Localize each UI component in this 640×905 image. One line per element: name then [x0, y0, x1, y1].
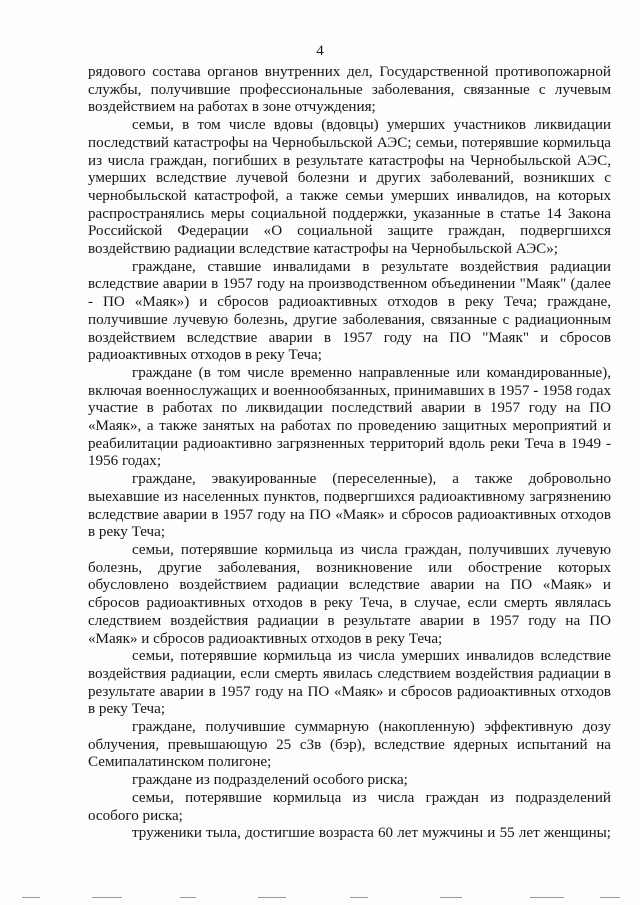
paragraph-mayak-families-illness: семьи, потерявшие кормильца из числа граждан, получивших лучевую болезнь, другие заболевания, возникновение или обострение которых обусловлено воздействием радиации вследствие аварии на ПО «Маяк» и сбросов радиоактивных отходов в реку Теча, в случае, если смерть являлась следствием воздействия радиации в результате аварии в 1957 году на ПО «Маяк» и сбросов радиоактивных отходов в реку Теча; — [88, 541, 611, 647]
scan-edge-marks — [0, 893, 640, 905]
paragraph-special-risk-families: семьи, потерявшие кормильца из числа граждан из подразделений особого риска; — [88, 789, 611, 824]
paragraph-internal-affairs-staff: рядового состава органов внутренних дел, Государственной противопожарной службы, получившие профессиональные заболевания, связанные с лучевым воздействием на работах в зоне отчуждения; — [88, 64, 611, 116]
paragraph-semipalatinsk: граждане, получившие суммарную (накопленную) эффективную дозу облучения, превышающую 25 сЗв (бэр), вследствие ядерных испытаний на Семипалатинском полигоне; — [88, 719, 611, 771]
paragraph-home-front-workers: труженики тыла, достигшие возраста 60 лет мужчины и 55 лет женщины; — [132, 825, 611, 842]
paragraph-mayak-families-disabled: семьи, потерявшие кормильца из числа умерших инвалидов вследствие воздействия радиации, если смерть явилась следствием воздействия радиации в результате аварии в 1957 году на ПО «Маяк» и сбросов радиоактивных отходов в реку Теча; — [88, 648, 611, 718]
document-body — [88, 64, 611, 843]
paragraph-mayak-disabled: граждане, ставшие инвалидами в результате воздействия радиации вследствие аварии в 1957 году на производственном объединении "Маяк" (далее - ПО «Маяк») и сбросов радиоактивных отходов в реку Теча; граждане, получившие лучевую болезнь, другие заболевания, связанные с радиационным воздействием вследствие аварии в 1957 году на ПО "Маяк" и сбросов радиоактивных отходов в реку Теча; — [88, 258, 611, 364]
paragraph-special-risk-units: граждане из подразделений особого риска; — [132, 772, 408, 789]
paragraph-mayak-liquidators: граждане (в том числе временно направленные или командированные), включая военнослужащих и военнообязанных, принимавших в 1957 - 1958 годах участие в работах по ликвидации последствий аварии в 1957 году на ПО «Маяк», а также занятых на работах по проведению защитных мероприятий и реабилитации радиоактивно загрязненных территорий вдоль реки Теча в 1949 - 1956 годах; — [88, 364, 611, 470]
page-number: 4 — [316, 43, 324, 59]
paragraph-chernobyl-families: семьи, в том числе вдовы (вдовцы) умерших участников ликвидации последствий катастрофы на Чернобыльской АЭС; семьи, потерявшие кормильца из числа граждан, погибших в результате катастрофы на Чернобыльской АЭС, умерших вследствие лучевой болезни и других заболеваний, возникших с чернобыльской катастрофой, а также семьи умерших инвалидов, на которых распространялись меры социальной поддержки, указанные в статье 14 Закона Российской Федерации «О социальной защите граждан, подвергшихся воздействию радиации вследствие катастрофы на Чернобыльской АЭС»; — [88, 117, 611, 258]
paragraph-mayak-evacuated: граждане, эвакуированные (переселенные), а также добровольно выехавшие из населенных пунктов, подвергшихся радиоактивному загрязнению вследствие аварии в 1957 году на ПО «Маяк» и сбросов радиоактивных отходов в реку Теча; — [88, 471, 611, 541]
